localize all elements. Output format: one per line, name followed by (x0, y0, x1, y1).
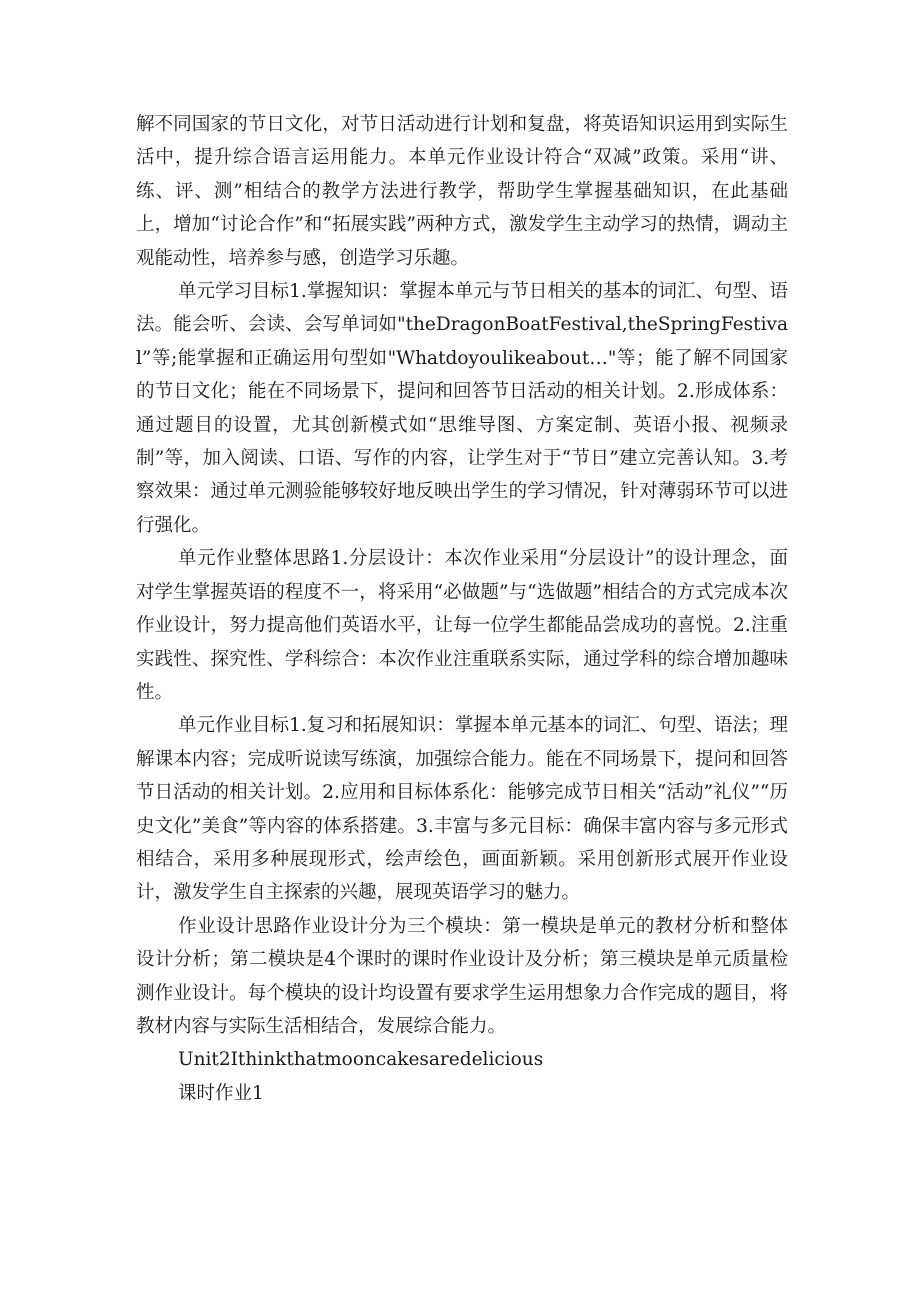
paragraph-unit-learning-goals: 单元学习目标1.掌握知识：掌握本单元与节日相关的基本的词汇、句型、语法。能会听、会读、会写单词如"theDragonBoatFestival,theSpringFestival”等;能掌握和正确运用句型如"Whatdoyoulikeabout…"等；能了解不同国家的节日文化；能在不同场景下，提问和回答节日活动的相关计划。2.形成体系：通过题目的设置，尤其创新模式如“思维导图、方案定制、英语小报、视频录制”等，加入阅读、口语、写作的内容，让学生对于“节日”建立完善认知。3.考察效果：通过单元测验能够较好地反映出学生的学习情况，针对薄弱环节可以进行强化。 (136, 281, 788, 536)
paragraph-intro: 解不同国家的节日文化，对节日活动进行计划和复盘，将英语知识运用到实际生活中，提升综合语言运用能力。本单元作业设计符合“双减”政策。采用“讲、练、评、测”相结合的教学方法进行教学，帮助学生掌握基础知识，在此基础上，增加“讨论合作”和“拓展实践”两种方式，激发学生主动学习的热情，调动主观能动性，培养参与感，创造学习乐趣。 (136, 114, 788, 269)
paragraph-homework-goals: 单元作业目标1.复习和拓展知识：掌握本单元基本的词汇、句型、语法；理解课本内容；完成听说读写练演，加强综合能力。能在不同场景下，提问和回答节日活动的相关计划。2.应用和目标体系化：能够完成节日相关“活动”礼仪”“历史文化”美食”等内容的体系搭建。3.丰富与多元目标：确保丰富内容与多元形式相结合，采用多种展现形式，绘声绘色，画面新颖。采用创新形式展开作业设计，激发学生自主探索的兴趣，展现英语学习的魅力。 (136, 715, 788, 904)
paragraph-design-approach: 作业设计思路作业设计分为三个模块：第一模块是单元的教材分析和整体设计分析；第二模块是4个课时的课时作业设计及分析；第三模块是单元质量检测作业设计。每个模块的设计均设置有要求学生运用想象力合作完成的题目，将教材内容与实际生活相结合，发展综合能力。 (136, 915, 788, 1037)
paragraph-homework-approach: 单元作业整体思路1.分层设计：本次作业采用“分层设计”的设计理念，面对学生掌握英语的程度不一，将采用“必做题”与“选做题”相结合的方式完成本次作业设计，努力提高他们英语水平，让每一位学生都能品尝成功的喜悦。2.注重实践性、探究性、学科综合：本次作业注重联系实际，通过学科的综合增加趣味性。 (136, 548, 788, 703)
document-page (136, 108, 788, 1110)
unit-title: Unit2Ithinkthatmooncakesaredelicious (178, 1049, 544, 1071)
lesson-heading: 课时作业1 (178, 1082, 264, 1104)
